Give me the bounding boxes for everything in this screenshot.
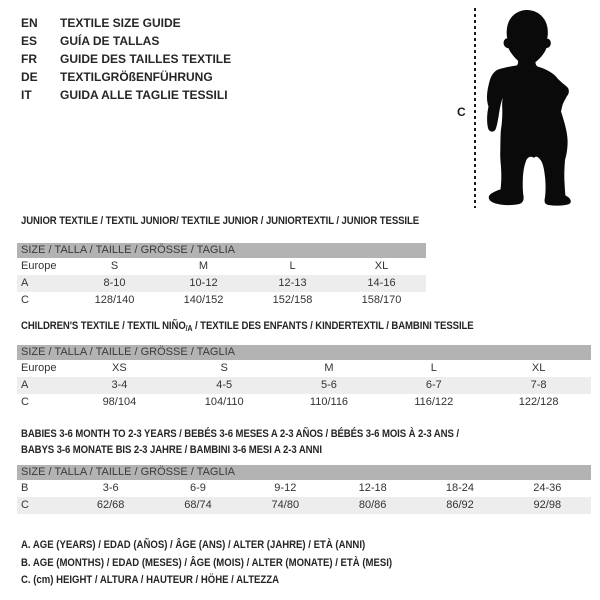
children-section-title [21,320,474,332]
table-cell: 12-13 [278,277,307,289]
junior-size-table [17,243,426,309]
babies-section-title [21,426,459,458]
table-cell: M [198,260,209,272]
language-title: GUIDA ALLE TAGLIE TESSILI [60,88,228,102]
size-header-cell: SIZE / TALLA / TAILLE / GRÖSSE / TAGLIA [17,243,426,258]
table-cell: M [324,362,334,374]
language-row [21,50,231,68]
table-cell: 62/68 [96,499,125,511]
table-cell: XL [374,260,389,272]
language-title: GUÍA DE TALLAS [60,34,160,48]
table-cell: 122/128 [518,396,559,408]
babies-title-line2: BABYS 3-6 MONATE BIS 2-3 JAHRE / BAMBINI 3-6 MESI A 2-3 ANNI [21,444,322,456]
table-cell: B [21,482,29,494]
table-cell: 104/110 [204,396,244,408]
table-cell: 86/92 [446,499,474,511]
table-cell: 4-5 [216,379,233,391]
table-cell: 92/98 [533,499,562,511]
table-cell: 68/74 [184,499,212,511]
size-header-row [17,465,591,480]
table-cell: 6-9 [190,482,206,494]
table-cell: 18-24 [445,482,475,494]
size-header-cell: SIZE / TALLA / TAILLE / GRÖSSE / TAGLIA [17,465,591,480]
table-row [17,292,426,309]
table-cell: 110/116 [309,396,349,408]
language-row [21,86,231,104]
table-cell: 9-12 [274,482,297,494]
language-title: TEXTILE SIZE GUIDE [60,16,181,30]
height-measure-dashed-line [474,8,476,208]
table-cell: 116/122 [414,396,454,408]
table-cell: 80/86 [358,499,387,511]
language-title: TEXTILGRÖßENFÜHRUNG [60,70,213,84]
table-cell: 8-10 [103,277,126,289]
table-row [17,394,591,411]
height-marker-label: C [457,105,466,119]
legend-note-b: B. AGE (MONTHS) / EDAD (MESES) / ÂGE (MOIS) / ALTER (MONATE) / ETÀ (MESI) [21,556,393,569]
baby-silhouette [477,9,574,207]
language-row [21,68,231,86]
legend-notes [21,537,448,590]
babies-size-table [17,465,591,514]
table-cell: 24-36 [533,482,562,494]
babies-title-line1: BABIES 3-6 MONTH TO 2-3 YEARS / BEBÉS 3-6 MESES A 2-3 AÑOS / BÉBÉS 3-6 MOIS À 2-3 ANS / [21,428,459,440]
table-cell: 3-6 [102,482,119,494]
language-code: IT [21,88,32,102]
table-row [17,497,591,514]
table-cell: XL [531,362,546,374]
children-title-subscript: /A [185,324,193,333]
table-cell: L [430,362,437,374]
table-row [17,275,426,292]
size-header-row [17,243,426,258]
children-size-table [17,345,591,411]
table-cell: A [21,379,29,391]
table-cell: 98/104 [102,396,137,408]
table-row [17,480,591,497]
table-cell: C [21,499,29,511]
table-cell: A [21,277,29,289]
children-title-pre: CHILDREN'S TEXTILE / TEXTIL NIÑO [21,320,186,332]
table-cell: 12-18 [358,482,387,494]
table-cell: 5-6 [321,379,337,391]
size-header-cell: SIZE / TALLA / TAILLE / GRÖSSE / TAGLIA [17,345,591,360]
table-cell: 7-8 [530,379,547,391]
table-cell: 10-12 [189,277,218,289]
table-cell: L [289,260,296,272]
size-header-row [17,345,591,360]
table-cell: Europe [21,260,57,272]
table-row [17,360,591,377]
language-code: DE [21,70,38,84]
table-cell: 152/158 [272,294,313,306]
table-row [17,258,426,275]
table-cell: 74/80 [271,499,300,511]
table-cell: 158/170 [361,294,402,306]
children-title-post: / TEXTILE DES ENFANTS / KINDERTEXTIL / BAMBINI TESSILE [192,320,474,332]
table-cell: Europe [21,362,57,374]
table-cell: 128/140 [94,294,135,306]
table-cell: 14-16 [367,277,396,289]
table-cell: 6-7 [425,379,442,391]
legend-note-c: C. (cm) HEIGHT / ALTURA / HAUTEUR / HÖHE / ALTEZZA [21,574,280,586]
table-cell: S [110,260,119,272]
language-code: ES [21,34,38,48]
language-title: GUIDE DES TAILLES TEXTILE [60,52,232,66]
language-code: EN [21,16,38,30]
table-cell: S [220,362,228,374]
table-cell: C [21,396,29,408]
junior-section-title: JUNIOR TEXTILE / TEXTIL JUNIOR/ TEXTILE JUNIOR / JUNIORTEXTIL / JUNIOR TESSILE [21,215,420,227]
table-cell: 140/152 [183,294,224,306]
language-code: FR [21,52,37,66]
language-title-list [21,14,231,104]
language-row [21,14,231,32]
table-cell: C [21,294,29,306]
language-row [21,32,231,50]
table-cell: XS [112,362,127,374]
table-row [17,377,591,394]
legend-note-a: A. AGE (YEARS) / EDAD (AÑOS) / ÂGE (ANS) / ALTER (JAHRE) / ETÀ (ANNI) [21,539,366,551]
table-cell: 3-4 [111,379,128,391]
